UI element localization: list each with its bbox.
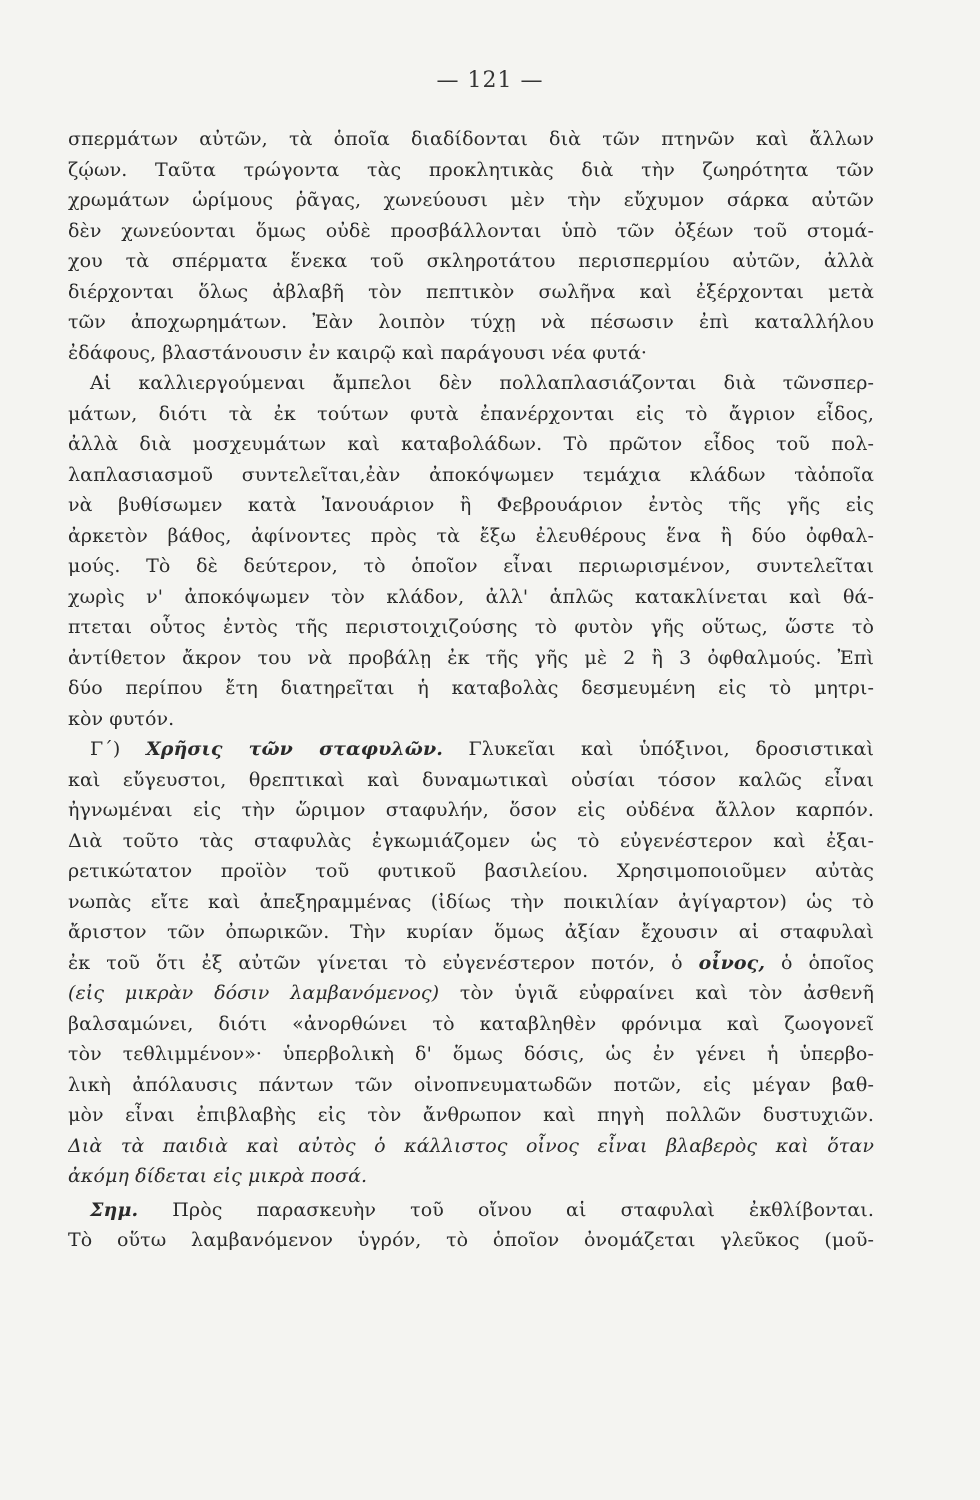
text-line <box>68 795 874 826</box>
text-span: ρετικώτατον προϊὸν τοῦ φυτικοῦ βασιλείου. Χρησιμοποιοῦμεν αὐτὰς <box>68 860 874 882</box>
text-line <box>68 338 874 369</box>
text-line <box>68 277 874 308</box>
italic-warning-line <box>68 1131 874 1162</box>
text-line <box>68 612 874 643</box>
text-line <box>68 155 874 186</box>
text-span: διέρχονται ὅλως ἀβλαβῆ τὸν πεπτικὸν σωλῆνα καὶ ἐξέρχονται μετὰ <box>68 280 874 303</box>
text-span: χου τὰ σπέρματα ἕνεκα τοῦ σκληροτάτου περισπερμίου αὐτῶν, ἀλλὰ <box>68 250 874 272</box>
text-line <box>68 551 874 582</box>
text-line <box>68 856 874 887</box>
text-span: ἀλλὰ διὰ μοσχευμάτων καὶ καταβολάδων. Τὸ πρῶτον εἶδος τοῦ πολ- <box>68 433 874 455</box>
text-line <box>68 582 874 613</box>
text-line <box>68 1009 874 1040</box>
text-span: Πρὸς παρασκευὴν τοῦ οἴνου αἱ σταφυλαὶ ἐκθλίβονται. <box>138 1198 874 1221</box>
text-span: ἐδάφους, βλαστάνουσιν ἐν καιρῷ καὶ παράγουσι νέα φυτά· <box>68 341 648 364</box>
text-line <box>68 765 874 796</box>
text-span: καὶ εὔγευστοι, θρεπτικαὶ καὶ δυναμωτικαὶ οὐσίαι τόσον καλῶς εἶναι <box>68 768 874 791</box>
text-line <box>68 307 874 338</box>
text-line <box>68 521 874 552</box>
text-span: Τὸ οὕτω λαμβανόμενον ὑγρόν, τὸ ὁποῖον ὀνομάζεται γλεῦκος (μοῦ- <box>68 1229 874 1251</box>
text-span: μάτων, διότι τὰ ἐκ τούτων φυτὰ ἐπανέρχονται εἰς τὸ ἄγριον εἶδος, <box>68 402 874 425</box>
text-line <box>68 216 874 247</box>
text-line <box>68 826 874 857</box>
text-line <box>68 948 874 979</box>
text-line <box>68 1070 874 1101</box>
text-span: ἐκ τοῦ ὅτι ἐξ αὐτῶν γίνεται τὸ εὐγενέστερον ποτόν, ὁ <box>68 951 699 974</box>
text-span: τὸν ὑγιᾶ εὐφραίνει καὶ τὸν ἀσθενῆ <box>439 982 874 1004</box>
text-line <box>68 246 874 277</box>
text-span: δὲν χωνεύονται ὅμως οὐδὲ προσβάλλονται ὑπὸ τῶν ὀξέων τοῦ στομά- <box>68 219 874 242</box>
text-span: λαπλασιασμοῦ συντελεῖται,ἐὰν ἀποκόψωμεν τεμάχια κλάδων τὰὁποῖα <box>68 463 874 486</box>
text-line <box>68 704 874 735</box>
text-line <box>68 978 874 1009</box>
section-label: Γ΄) <box>90 738 146 760</box>
text-span: μὸν εἶναι ἐπιβλαβὴς εἰς τὸν ἄνθρωπον καὶ πηγὴ πολλῶν δυστυχιῶν. <box>68 1104 874 1126</box>
section-heading-line <box>68 734 874 765</box>
italic-warning-line <box>68 1161 874 1192</box>
text-span: ζῴων. Ταῦτα τρώγοντα τὰς προκλητικὰς διὰ τὴν ζωηρότητα τῶν <box>68 158 874 181</box>
text-line <box>68 917 874 948</box>
text-span: πτεται οὗτος ἐντὸς τῆς περιστοιχιζούσης τὸ φυτὸν γῆς οὕτως, ὥστε τὸ <box>68 616 874 638</box>
text-span: τὸν τεθλιμμένον»· ὑπερβολικὴ δ' ὅμως δόσις, ὡς ἐν γένει ἡ ὑπερβο- <box>68 1043 874 1065</box>
text-span: Γλυκεῖαι καὶ ὑπόξινοι, δροσιστικαὶ <box>442 738 874 760</box>
text-span: Αἱ καλλιεργούμεναι ἄμπελοι δὲν πολλαπλασιάζονται διὰ τῶνσπερ- <box>90 372 874 394</box>
text-span: ἠγνωμέναι εἰς τὴν ὥριμον σταφυλήν, ὅσον εἰς οὐδένα ἄλλον καρπόν. <box>68 799 874 821</box>
text-span: μούς. Τὸ δὲ δεύτερον, τὸ ὁποῖον εἶναι περιωρισμένον, συντελεῖται <box>68 555 874 577</box>
text-span: ὁ ὁποῖος <box>765 951 874 974</box>
text-span: σπερμάτων αὐτῶν, τὰ ὁποῖα διαδίδονται διὰ τῶν πτηνῶν καὶ ἄλλων <box>68 128 874 150</box>
text-span: νὰ βυθίσωμεν κατὰ Ἰανουάριον ἢ Φεβρουάριον ἐντὸς τῆς γῆς εἰς <box>68 494 874 516</box>
text-span: χρωμάτων ὡρίμους ῥᾶγας, χωνεύουσι μὲν τὴν εὔχυμον σάρκα αὐτῶν <box>68 189 874 211</box>
page-number: — 121 — <box>436 68 544 93</box>
emphasis-dose: (εἰς μικρὰν δόσιν λαμβανόμενος) <box>68 982 440 1004</box>
text-span: νωπὰς εἴτε καὶ ἀπεξηραμμένας (ἰδίως τὴν ποικιλίαν ἀγίγαρτον) ὡς τὸ <box>68 890 874 913</box>
emphasis-wine: οἶνος, <box>698 951 766 974</box>
text-span: ἀκόμη δίδεται εἰς μικρὰ ποσά. <box>68 1165 368 1187</box>
text-span: ἀρκετὸν βάθος, ἀφίνοντες πρὸς τὰ ἔξω ἐλευθέρους ἕνα ἢ δύο ὀφθαλ- <box>68 524 874 547</box>
text-span: Διὰ τοῦτο τὰς σταφυλὰς ἐγκωμιάζομεν ὡς τὸ εὐγενέστερον καὶ ἐξαι- <box>68 829 874 852</box>
text-span: χωρὶς ν' ἀποκόψωμεν τὸν κλάδον, ἀλλ' ἁπλῶς κατακλίνεται καὶ θά- <box>68 585 874 608</box>
text-line <box>68 185 874 216</box>
paragraph-start-line <box>68 368 874 399</box>
text-line <box>68 643 874 674</box>
note-line <box>68 1195 874 1226</box>
text-span: λικὴ ἀπόλαυσις πάντων τῶν οἰνοπνευματωδῶν ποτῶν, εἰς μέγαν βαθ- <box>68 1073 874 1096</box>
text-span: δύο περίπου ἔτη διατηρεῖται ἡ καταβολὰς δεσμευμένη εἰς τὸ μητρι- <box>68 677 874 699</box>
text-span: τῶν ἀποχωρημάτων. Ἐὰν λοιπὸν τύχῃ νὰ πέσωσιν ἐπὶ καταλλήλου <box>68 311 874 333</box>
text-span: ἄριστον τῶν ὀπωρικῶν. Τὴν κυρίαν ὅμως ἀξίαν ἔχουσιν αἱ σταφυλαὶ <box>68 921 874 943</box>
text-line <box>68 1225 874 1256</box>
text-span: Διὰ τὰ παιδιὰ καὶ αὐτὸς ὁ κάλλιστος οἶνος εἶναι βλαβερὸς καὶ ὅταν <box>68 1134 874 1157</box>
text-span: ἀντίθετον ἄκρον του νὰ προβάλῃ ἐκ τῆς γῆς μὲ 2 ἢ 3 ὀφθαλμούς. Ἐπὶ <box>68 646 874 669</box>
section-title: Χρῆσις τῶν σταφυλῶν. <box>145 738 443 760</box>
text-line <box>68 460 874 491</box>
text-line <box>68 1039 874 1070</box>
note-label: Σημ. <box>90 1198 139 1221</box>
text-line <box>68 429 874 460</box>
text-line <box>68 1100 874 1131</box>
text-line <box>68 399 874 430</box>
text-line <box>68 490 874 521</box>
text-span: βαλσαμώνει, διότι «ἀνορθώνει τὸ καταβληθὲν φρόνιμα καὶ ζωογονεῖ <box>68 1012 874 1035</box>
text-line <box>68 124 874 155</box>
text-span: κὸν φυτόν. <box>68 707 175 730</box>
body-text <box>68 124 874 1256</box>
text-line <box>68 887 874 918</box>
text-line <box>68 673 874 704</box>
